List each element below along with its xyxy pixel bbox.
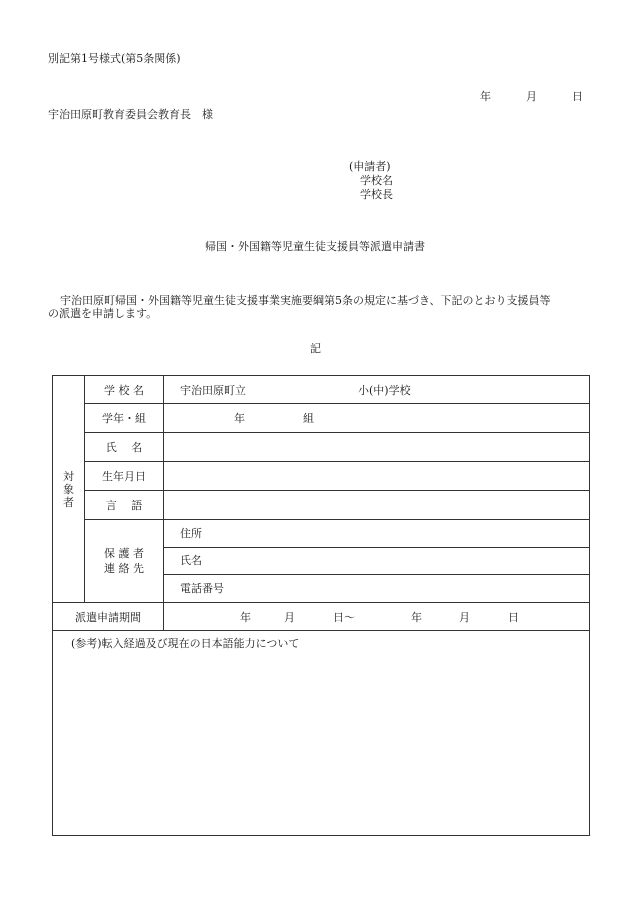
table-row	[53, 491, 590, 520]
reference-label: (参考)転入経過及び現在の日本語能力について	[71, 637, 300, 650]
school-name-field[interactable]	[164, 376, 590, 404]
guardian-subtable-cell	[164, 520, 590, 603]
document-title: 帰国・外国籍等児童生徒支援員等派遣申請書	[205, 240, 425, 253]
period-start-day: 日～	[333, 610, 355, 624]
table-row	[53, 520, 590, 603]
grade-label: 学年・組	[85, 404, 164, 433]
school-name-label: 学校名	[360, 174, 393, 187]
date-year-label: 年	[480, 90, 491, 103]
school-prefix: 宇治田原町立	[180, 383, 246, 397]
period-end-month: 月	[459, 610, 470, 624]
guardian-label-2: 連 絡 先	[104, 562, 144, 575]
guardian-label-1: 保 護 者	[104, 547, 144, 560]
period-end-day: 日	[508, 610, 519, 624]
guardian-name-field[interactable]	[164, 548, 589, 575]
guardian-phone-field[interactable]	[164, 575, 589, 602]
applicant-label: (申請者)	[349, 160, 391, 173]
date-month-label: 月	[526, 90, 537, 103]
application-table	[52, 375, 590, 836]
language-field[interactable]	[164, 491, 590, 520]
school-label: 学 校 名	[85, 376, 164, 404]
target-label-cell	[53, 376, 85, 603]
guardian-name-label: 氏名	[180, 554, 202, 567]
guardian-address-field[interactable]	[164, 520, 589, 548]
guardian-label-cell	[85, 520, 164, 603]
table-row	[53, 603, 590, 631]
body-text-line-1: 宇治田原町帰国・外国籍等児童生徒支援事業実施要綱第5条の規定に基づき、下記のとおり支援員等	[60, 294, 551, 307]
grade-year-label: 年	[234, 412, 245, 425]
language-label: 言 語	[85, 491, 164, 520]
table-row	[53, 462, 590, 491]
period-end-year: 年	[411, 610, 422, 624]
target-label: 対象者	[63, 469, 74, 509]
grade-class-label: 組	[303, 412, 314, 425]
principal-label: 学校長	[360, 188, 393, 201]
date-day-label: 日	[572, 90, 583, 103]
body-text-line-2: の派遣を申請します。	[48, 307, 158, 320]
birth-label: 生年月日	[85, 462, 164, 491]
table-row	[53, 631, 590, 836]
period-start-month: 月	[284, 610, 295, 624]
table-row	[53, 376, 590, 404]
name-label: 氏 名	[85, 433, 164, 462]
period-start-year: 年	[240, 610, 251, 624]
school-suffix: 小(中)学校	[358, 383, 411, 397]
period-field[interactable]	[164, 603, 590, 631]
name-field[interactable]	[164, 433, 590, 462]
guardian-address-label: 住所	[180, 527, 202, 540]
table-row	[53, 433, 590, 462]
guardian-phone-label: 電話番号	[180, 582, 224, 595]
addressee: 宇治田原町教育委員会教育長 様	[48, 108, 213, 121]
period-label: 派遣申請期間	[53, 603, 164, 631]
birth-field[interactable]	[164, 462, 590, 491]
reference-field[interactable]	[53, 631, 590, 836]
table-row	[53, 404, 590, 433]
form-number: 別記第1号様式(第5条関係)	[48, 52, 181, 65]
ki-label: 記	[310, 342, 321, 355]
grade-field[interactable]	[164, 404, 590, 433]
